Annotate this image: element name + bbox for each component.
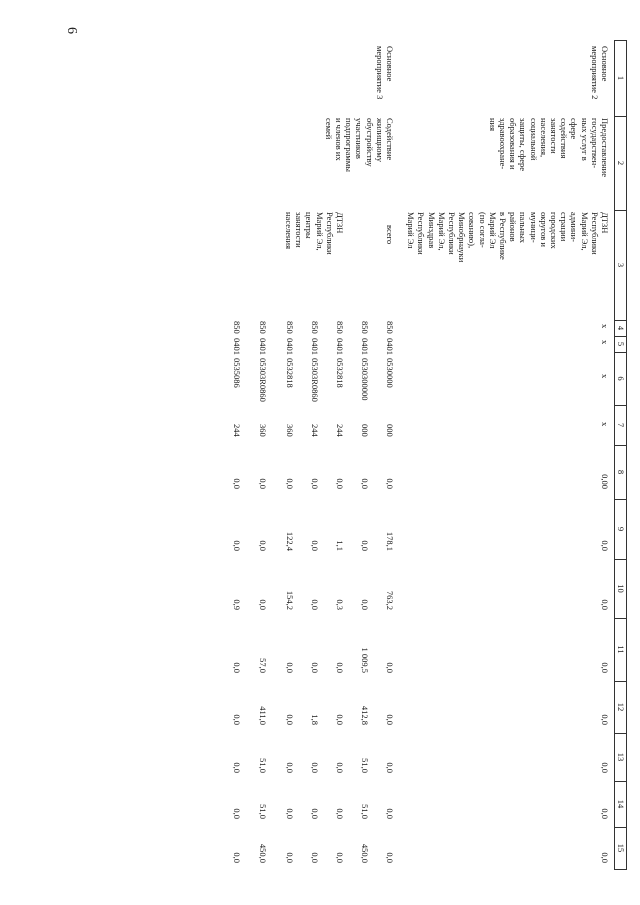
value-cell-8: 0,0 xyxy=(360,478,370,489)
value-cell-11: 0,0 xyxy=(310,662,320,673)
column-header-4: 4 xyxy=(616,325,626,331)
column-header-6: 6 xyxy=(616,376,626,381)
value-cell-11: 0,0 xyxy=(232,662,242,673)
value-cell-12: 0,0 xyxy=(600,714,610,725)
value-cell-9: 0,0 xyxy=(232,540,242,551)
table-top-rule xyxy=(626,40,627,870)
value-cell-12: 0,0 xyxy=(232,714,242,725)
column-header-2: 2 xyxy=(616,160,626,166)
value-cell-12: 411,0 xyxy=(258,706,268,725)
value-cell-8: 0,0 xyxy=(310,478,320,489)
csr-cell: x xyxy=(600,374,610,379)
value-cell-10: 0,0 xyxy=(258,599,268,610)
vr-cell: 360 xyxy=(285,424,295,437)
rzpr-cell: 0401 xyxy=(310,338,320,355)
column-header-11: 11 xyxy=(616,645,626,654)
value-cell-9: 0,0 xyxy=(258,540,268,551)
value-cell-13: 51,0 xyxy=(258,758,268,773)
csr-cell: 0535086 xyxy=(232,358,242,388)
value-cell-8: 0,0 xyxy=(335,478,345,489)
vr-cell: 244 xyxy=(335,424,345,437)
grbs-cell: 850 xyxy=(335,321,345,334)
column-header-12: 12 xyxy=(616,702,626,712)
vr-cell: 000 xyxy=(360,424,370,437)
value-cell-10: 0,0 xyxy=(600,599,610,610)
value-cell-12: 0,0 xyxy=(385,714,395,725)
csr-cell: 0532818 xyxy=(335,358,345,388)
grbs-cell: 850 xyxy=(258,321,268,334)
value-cell-9: 122,4 xyxy=(285,531,295,551)
value-cell-15: 0,0 xyxy=(232,852,242,863)
csr-cell: 0530300000 xyxy=(360,358,370,401)
column-header-15: 15 xyxy=(616,843,626,853)
rzpr-cell: 0401 xyxy=(335,338,345,355)
value-cell-10: 154,2 xyxy=(285,590,295,610)
grbs-cell: 850 xyxy=(385,321,395,334)
value-cell-8: 0,00 xyxy=(600,474,610,489)
value-cell-12: 1,8 xyxy=(310,714,320,725)
vr-cell: 360 xyxy=(258,424,268,437)
value-cell-13: 0,0 xyxy=(232,762,242,773)
value-cell-10: 763,2 xyxy=(385,590,395,610)
csr-cell: 0532818 xyxy=(285,358,295,388)
executor-cell: ДТЗН Республики Марий Эл, админи- страции городских округов и муници- пальных районов в Республике Марий Эл (по согла- сованию), Минобрнауки Республики Марий Эл, Минздрав Республики Марий Эл xyxy=(406,212,610,263)
rzpr-cell: 0401 xyxy=(385,338,395,355)
value-cell-10: 0,0 xyxy=(310,599,320,610)
value-cell-13: 51,0 xyxy=(360,758,370,773)
value-cell-11: 0,0 xyxy=(335,662,345,673)
value-cell-11: 0,0 xyxy=(285,662,295,673)
value-cell-14: 51,0 xyxy=(258,804,268,819)
value-cell-14: 51,0 xyxy=(360,804,370,819)
value-cell-15: 0,0 xyxy=(285,852,295,863)
value-cell-11: 0,0 xyxy=(600,662,610,673)
value-cell-13: 0,0 xyxy=(335,762,345,773)
vr-cell: 000 xyxy=(385,424,395,437)
value-cell-10: 0,0 xyxy=(360,599,370,610)
vr-cell: x xyxy=(600,422,610,427)
value-cell-14: 0,0 xyxy=(232,808,242,819)
vr-cell: 244 xyxy=(232,424,242,437)
value-cell-10: 0,9 xyxy=(232,599,242,610)
grbs-cell: 850 xyxy=(232,321,242,334)
value-cell-12: 0,0 xyxy=(285,714,295,725)
csr-cell: 05303R0860 xyxy=(310,358,320,402)
event-name-cell: Основное мероприятие 2 xyxy=(589,46,610,100)
value-cell-15: 450,0 xyxy=(360,843,370,863)
value-cell-9: 0,0 xyxy=(310,540,320,551)
rzpr-cell: 0401 xyxy=(258,338,268,355)
column-header-13: 13 xyxy=(616,752,626,762)
value-cell-13: 0,0 xyxy=(385,762,395,773)
value-cell-9: 0,0 xyxy=(600,540,610,551)
value-cell-14: 0,0 xyxy=(335,808,345,819)
value-cell-14: 0,0 xyxy=(285,808,295,819)
column-header-3: 3 xyxy=(616,262,626,268)
value-cell-15: 450,0 xyxy=(258,843,268,863)
budget-table xyxy=(107,40,627,870)
column-header-8: 8 xyxy=(616,469,626,475)
grbs-cell: x xyxy=(600,324,610,329)
value-cell-12: 412,8 xyxy=(360,705,370,725)
value-cell-8: 0,0 xyxy=(258,478,268,489)
value-cell-8: 0,0 xyxy=(285,478,295,489)
executor-cell: всего xyxy=(385,225,395,245)
header-separator xyxy=(615,869,627,870)
value-cell-9: 0,0 xyxy=(360,540,370,551)
grbs-cell: 850 xyxy=(285,321,295,334)
executor-cell: ДТЗН Республики Марий Эл, центры занятости населения xyxy=(283,212,345,255)
value-cell-15: 0,0 xyxy=(335,852,345,863)
value-cell-11: 0,0 xyxy=(385,662,395,673)
value-cell-11: 1 009,5 xyxy=(360,647,370,673)
value-cell-12: 0,0 xyxy=(335,714,345,725)
value-cell-14: 0,0 xyxy=(385,808,395,819)
value-cell-8: 0,0 xyxy=(232,478,242,489)
column-header-5: 5 xyxy=(616,341,626,347)
value-cell-13: 0,0 xyxy=(600,762,610,773)
grbs-cell: 850 xyxy=(360,321,370,334)
event-description-cell: Предоставление государствен- ных услуг в сфере содействия занятости населения, социальной защиты, сфере образования и здравоохране- ния xyxy=(487,118,610,177)
value-cell-11: 57,0 xyxy=(258,658,268,673)
column-header-14: 14 xyxy=(616,799,626,809)
column-header-1: 1 xyxy=(616,75,626,81)
vr-cell: 244 xyxy=(310,424,320,437)
value-cell-15: 0,0 xyxy=(600,852,610,863)
event-description-cell: Содействие жилищному обустройству участников подпрограммы и членов их семей xyxy=(323,118,395,172)
value-cell-13: 0,0 xyxy=(285,762,295,773)
page-number: 6 xyxy=(64,27,79,34)
value-cell-9: 1,1 xyxy=(335,540,345,551)
value-cell-9: 178,1 xyxy=(385,531,395,551)
csr-cell: 05303R0860 xyxy=(258,358,268,402)
csr-cell: 0530000 xyxy=(385,358,395,388)
event-name-cell: Основное мероприятие 3 xyxy=(374,46,395,100)
value-cell-15: 0,0 xyxy=(385,852,395,863)
value-cell-10: 0,3 xyxy=(335,599,345,610)
value-cell-14: 0,0 xyxy=(310,808,320,819)
column-header-10: 10 xyxy=(616,584,626,593)
rzpr-cell: 0401 xyxy=(285,338,295,355)
column-header-7: 7 xyxy=(616,422,626,428)
rzpr-cell: 0401 xyxy=(232,338,242,355)
value-cell-13: 0,0 xyxy=(310,762,320,773)
value-cell-8: 0,0 xyxy=(385,478,395,489)
value-cell-14: 0,0 xyxy=(600,808,610,819)
rzpr-cell: x xyxy=(600,340,610,345)
grbs-cell: 850 xyxy=(310,321,320,334)
column-header-9: 9 xyxy=(616,526,626,532)
rzpr-cell: 0401 xyxy=(360,338,370,355)
value-cell-15: 0,0 xyxy=(310,852,320,863)
